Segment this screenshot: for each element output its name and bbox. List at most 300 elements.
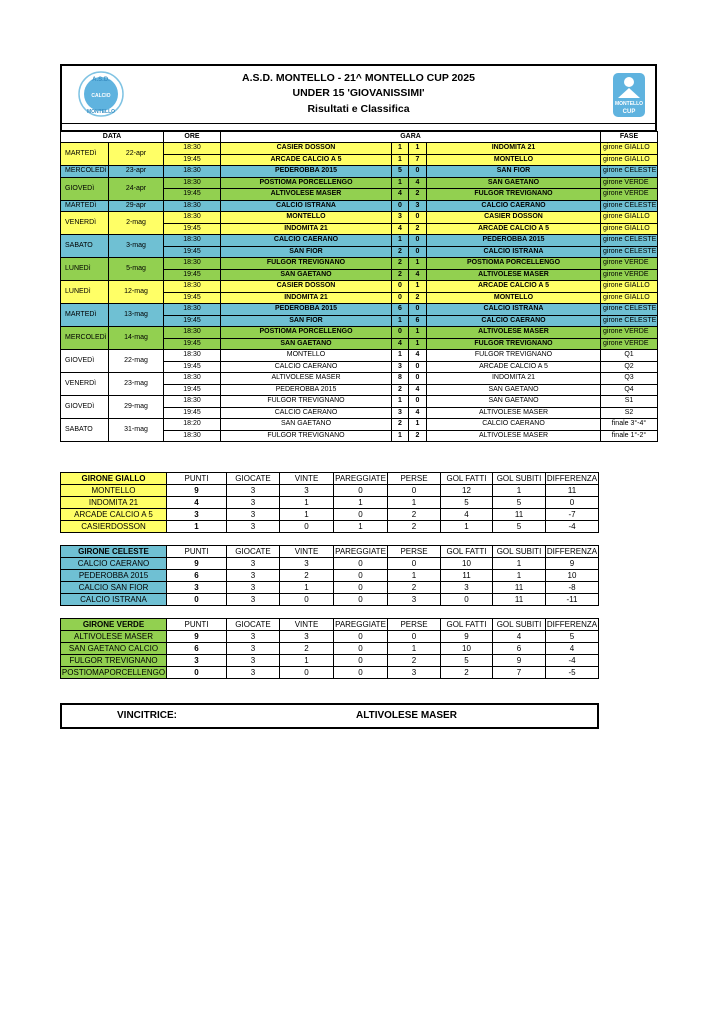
home-score: 8: [392, 373, 409, 385]
match-date: 24-apr: [109, 177, 164, 200]
away-team: CALCIO CAERANO: [427, 200, 601, 212]
home-team: PEDEROBBA 2015: [221, 166, 392, 178]
match-row: [61, 350, 658, 362]
match-time: 18:30: [164, 166, 221, 178]
team-stat: 9: [546, 558, 599, 570]
team-stat: 3: [227, 509, 280, 521]
match-time: 19:45: [164, 223, 221, 235]
team-stat: 1: [280, 582, 334, 594]
match-row: [61, 373, 658, 385]
away-score: 0: [409, 396, 427, 408]
home-team: INDOMITA 21: [221, 223, 392, 235]
match-date: 3-mag: [109, 235, 164, 258]
away-team: INDOMITA 21: [427, 143, 601, 155]
team-points: 3: [167, 655, 227, 667]
match-phase: girone GIALLO: [601, 292, 658, 304]
team-stat: 10: [441, 558, 493, 570]
match-time: 19:45: [164, 246, 221, 258]
team-stat: 2: [388, 582, 441, 594]
match-row: [61, 396, 658, 408]
standings-col-header: DIFFERENZA: [546, 620, 598, 629]
team-stat: 5: [441, 497, 493, 509]
match-phase: girone VERDE: [601, 177, 658, 189]
standings-row: [61, 643, 599, 655]
standings-girone-giallo: [60, 472, 599, 533]
match-time: 18:30: [164, 143, 221, 155]
standings-col-header: VINTE: [280, 473, 334, 485]
team-stat: 11: [493, 594, 546, 606]
match-phase: girone CELESTE: [601, 200, 658, 212]
away-score: 0: [409, 166, 427, 178]
team-stat: 1: [280, 655, 334, 667]
team-name: PEDEROBBA 2015: [61, 570, 167, 582]
winner-box: [60, 703, 599, 729]
logo-left-bottom-text: MONTELLO: [86, 109, 116, 115]
away-score: 2: [409, 292, 427, 304]
team-points: 0: [167, 594, 227, 606]
match-time: 19:45: [164, 384, 221, 396]
home-team: CALCIO ISTRANA: [221, 200, 392, 212]
standings-row: [61, 497, 599, 509]
home-team: CASIER DOSSON: [221, 281, 392, 293]
team-stat: 3: [280, 558, 334, 570]
home-team: SAN GAETANO: [221, 269, 392, 281]
home-score: 4: [392, 223, 409, 235]
team-points: 9: [167, 631, 227, 643]
team-points: 6: [167, 643, 227, 655]
team-stat: 0: [334, 485, 388, 497]
team-stat: 2: [388, 521, 441, 533]
away-score: 1: [409, 143, 427, 155]
team-name: ARCADE CALCIO A 5: [61, 509, 167, 521]
away-team: ALTIVOLESE MASER: [427, 269, 601, 281]
sheet-header: [60, 64, 657, 124]
match-day: VENERDì: [61, 373, 109, 396]
home-team: FULGOR TREVIGNANO: [221, 396, 392, 408]
home-score: 2: [392, 246, 409, 258]
away-team: SAN GAETANO: [427, 177, 601, 189]
team-points: 9: [167, 558, 227, 570]
away-score: 1: [409, 258, 427, 270]
match-date: 23-apr: [109, 166, 164, 178]
match-time: 19:45: [164, 269, 221, 281]
match-time: 18:30: [164, 258, 221, 270]
team-stat: 5: [493, 521, 546, 533]
team-stat: 6: [493, 643, 546, 655]
team-stat: 1: [334, 521, 388, 533]
team-stat: 7: [493, 667, 546, 679]
team-stat: 0: [334, 594, 388, 606]
away-team: SAN GAETANO: [427, 396, 601, 408]
match-time: 18:20: [164, 419, 221, 431]
team-stat: 4: [441, 509, 493, 521]
standings-row: [61, 631, 599, 643]
standings-col-header: PAREGGIATE: [335, 547, 386, 556]
team-name: CASIERDOSSON: [61, 521, 167, 533]
team-name: ALTIVOLESE MASER: [61, 631, 167, 643]
standings-row: [61, 485, 599, 497]
match-row: [61, 143, 658, 155]
team-stat: 11: [546, 485, 599, 497]
team-stat: 0: [334, 631, 388, 643]
montello-cup-logo-icon: [612, 72, 646, 118]
team-stat: -4: [546, 521, 599, 533]
match-row: [61, 177, 658, 189]
standings-col-header: PUNTI: [167, 546, 227, 558]
home-score: 1: [392, 235, 409, 247]
match-date: 2-mag: [109, 212, 164, 235]
team-stat: 2: [388, 509, 441, 521]
home-team: ARCADE CALCIO A 5: [221, 154, 392, 166]
away-team: POSTIOMA PORCELLENGO: [427, 258, 601, 270]
standings-col-header: PUNTI: [167, 473, 227, 485]
match-time: 18:30: [164, 373, 221, 385]
home-score: 2: [392, 269, 409, 281]
match-phase: girone VERDE: [601, 258, 658, 270]
team-points: 3: [167, 509, 227, 521]
home-score: 0: [392, 292, 409, 304]
match-time: 18:30: [164, 177, 221, 189]
team-stat: -11: [546, 594, 599, 606]
team-stat: 0: [334, 570, 388, 582]
standings-col-header: DIFFERENZA: [546, 547, 598, 556]
standings-row: [61, 594, 599, 606]
team-stat: 0: [280, 667, 334, 679]
match-day: MERCOLEDì: [61, 327, 109, 350]
standings-girone-celeste: [60, 545, 599, 606]
standings-col-header: PERSE: [388, 619, 441, 631]
standings-col-header: GOL SUBITI: [493, 473, 546, 485]
standings-row: [61, 509, 599, 521]
team-name: MONTELLO: [61, 485, 167, 497]
match-day: MERCOLEDì: [61, 166, 109, 178]
team-stat: -7: [546, 509, 599, 521]
team-stat: 3: [227, 497, 280, 509]
home-team: POSTIOMA PORCELLENGO: [221, 327, 392, 339]
team-stat: 10: [546, 570, 599, 582]
team-stat: 3: [280, 631, 334, 643]
team-stat: 2: [388, 655, 441, 667]
team-points: 0: [167, 667, 227, 679]
away-score: 0: [409, 361, 427, 373]
match-day: GIOVEDì: [61, 177, 109, 200]
team-stat: 3: [441, 582, 493, 594]
away-score: 1: [409, 419, 427, 431]
away-score: 2: [409, 223, 427, 235]
match-row: [61, 281, 658, 293]
match-phase: girone VERDE: [601, 327, 658, 339]
home-score: 3: [392, 212, 409, 224]
standings-col-header: DIFFERENZA: [546, 474, 598, 483]
team-stat: 0: [334, 558, 388, 570]
standings-col-header: PUNTI: [167, 619, 227, 631]
away-score: 1: [409, 338, 427, 350]
away-score: 4: [409, 350, 427, 362]
group-name: GIRONE CELESTE: [61, 546, 167, 558]
team-stat: 3: [388, 594, 441, 606]
standings-row: [61, 521, 599, 533]
header-separator: [60, 124, 657, 131]
match-time: 18:30: [164, 350, 221, 362]
team-stat: 10: [441, 643, 493, 655]
team-name: CALCIO SAN FIOR: [61, 582, 167, 594]
winner-label: VINCITRICE:: [117, 710, 177, 721]
match-time: 19:45: [164, 407, 221, 419]
away-score: 7: [409, 154, 427, 166]
standings-col-header: VINTE: [280, 546, 334, 558]
team-stat: 1: [388, 643, 441, 655]
team-name: POSTIOMAPORCELLENGO: [61, 668, 166, 677]
match-time: 19:45: [164, 315, 221, 327]
team-stat: 0: [334, 643, 388, 655]
match-phase: girone GIALLO: [601, 281, 658, 293]
team-stat: 4: [493, 631, 546, 643]
match-phase: girone CELESTE: [601, 304, 658, 316]
standings-col-header: PAREGGIATE: [335, 620, 386, 629]
team-stat: 11: [441, 570, 493, 582]
standings-row: [61, 570, 599, 582]
match-date: 14-mag: [109, 327, 164, 350]
home-score: 2: [392, 384, 409, 396]
home-score: 4: [392, 189, 409, 201]
home-score: 1: [392, 143, 409, 155]
standings-header: [61, 546, 599, 558]
team-stat: 0: [334, 582, 388, 594]
team-stat: 0: [280, 521, 334, 533]
match-day: MARTEDì: [61, 200, 109, 212]
team-points: 4: [167, 497, 227, 509]
match-time: 18:30: [164, 212, 221, 224]
group-name: GIRONE GIALLO: [61, 473, 167, 485]
team-name: CALCIO ISTRANA: [61, 594, 167, 606]
team-stat: 4: [546, 643, 599, 655]
home-score: 1: [392, 177, 409, 189]
team-stat: 11: [493, 582, 546, 594]
match-day: MARTEDì: [61, 143, 109, 166]
match-date: 29-mag: [109, 396, 164, 419]
team-stat: 5: [546, 631, 599, 643]
match-phase: Q1: [601, 350, 658, 362]
home-score: 2: [392, 419, 409, 431]
logo-left-top-text: A.S.D.: [92, 77, 110, 83]
match-phase: girone VERDE: [601, 189, 658, 201]
away-score: 2: [409, 430, 427, 442]
results-sheet: [60, 64, 657, 442]
home-team: SAN GAETANO: [221, 419, 392, 431]
match-phase: girone CELESTE: [601, 235, 658, 247]
match-phase: Q3: [601, 373, 658, 385]
team-name: SAN GAETANO CALCIO: [61, 643, 167, 655]
match-day: LUNEDì: [61, 281, 109, 304]
standings-col-header: PERSE: [388, 473, 441, 485]
team-stat: 5: [493, 497, 546, 509]
match-phase: girone VERDE: [601, 338, 658, 350]
title-line-1: A.S.D. MONTELLO - 21^ MONTELLO CUP 2025: [242, 72, 475, 84]
home-score: 6: [392, 304, 409, 316]
standings-row: [61, 558, 599, 570]
standings-col-header: GIOCATE: [227, 473, 280, 485]
away-team: MONTELLO: [427, 154, 601, 166]
team-stat: 0: [388, 485, 441, 497]
match-phase: girone GIALLO: [601, 223, 658, 235]
match-row: [61, 212, 658, 224]
match-row: [61, 200, 658, 212]
match-row: [61, 258, 658, 270]
away-team: INDOMITA 21: [427, 373, 601, 385]
team-stat: 3: [227, 582, 280, 594]
match-day: LUNEDì: [61, 258, 109, 281]
team-stat: 3: [227, 643, 280, 655]
team-points: 3: [167, 582, 227, 594]
team-stat: 3: [227, 570, 280, 582]
standings-header: [61, 619, 599, 631]
match-date: 22-mag: [109, 350, 164, 373]
standings-col-header: PAREGGIATE: [335, 474, 386, 483]
team-stat: 0: [334, 667, 388, 679]
away-team: FULGOR TREVIGNANO: [427, 350, 601, 362]
match-date: 23-mag: [109, 373, 164, 396]
group-name: GIRONE VERDE: [61, 619, 167, 631]
match-table: [60, 131, 658, 442]
match-phase: S2: [601, 407, 658, 419]
home-score: 0: [392, 281, 409, 293]
match-day: VENERDì: [61, 212, 109, 235]
standings-col-header: GIOCATE: [227, 546, 280, 558]
team-stat: 3: [227, 485, 280, 497]
team-stat: 3: [280, 485, 334, 497]
match-time: 19:45: [164, 292, 221, 304]
match-day: SABATO: [61, 235, 109, 258]
away-score: 1: [409, 327, 427, 339]
team-stat: 1: [493, 485, 546, 497]
match-phase: girone VERDE: [601, 269, 658, 281]
away-team: ALTIVOLESE MASER: [427, 430, 601, 442]
team-stat: 11: [493, 509, 546, 521]
team-name: CALCIO CAERANO: [61, 558, 167, 570]
standings-col-header: GIOCATE: [227, 619, 280, 631]
col-gara: GARA: [221, 132, 601, 143]
match-time: 18:30: [164, 235, 221, 247]
away-score: 2: [409, 189, 427, 201]
match-date: 5-mag: [109, 258, 164, 281]
match-row: [61, 419, 658, 431]
match-day: MARTEDì: [61, 304, 109, 327]
team-stat: 3: [227, 631, 280, 643]
home-team: FULGOR TREVIGNANO: [221, 430, 392, 442]
winner-team: ALTIVOLESE MASER: [356, 710, 457, 721]
title-line-3: Risultati e Classifica: [307, 103, 410, 115]
home-team: CASIER DOSSON: [221, 143, 392, 155]
team-stat: 1: [388, 570, 441, 582]
home-score: 3: [392, 361, 409, 373]
away-team: CALCIO CAERANO: [427, 419, 601, 431]
team-stat: 1: [334, 497, 388, 509]
match-time: 18:30: [164, 327, 221, 339]
home-team: CALCIO CAERANO: [221, 235, 392, 247]
away-score: 0: [409, 373, 427, 385]
home-team: MONTELLO: [221, 212, 392, 224]
match-time: 18:30: [164, 304, 221, 316]
team-stat: 0: [388, 558, 441, 570]
standings-col-header: VINTE: [280, 619, 334, 631]
logo-right-bottom-text: CUP: [622, 109, 636, 115]
away-team: MONTELLO: [427, 292, 601, 304]
away-team: CALCIO CAERANO: [427, 315, 601, 327]
away-team: CALCIO ISTRANA: [427, 304, 601, 316]
home-team: PEDEROBBA 2015: [221, 384, 392, 396]
col-ore: ORE: [164, 132, 221, 143]
match-phase: girone GIALLO: [601, 212, 658, 224]
away-score: 3: [409, 200, 427, 212]
home-score: 0: [392, 327, 409, 339]
away-score: 1: [409, 281, 427, 293]
standings-col-header: GOL SUBITI: [493, 619, 546, 631]
match-phase: Q4: [601, 384, 658, 396]
team-stat: 1: [280, 509, 334, 521]
standings-col-header: PERSE: [388, 546, 441, 558]
away-team: FULGOR TREVIGNANO: [427, 338, 601, 350]
match-time: 19:45: [164, 338, 221, 350]
home-score: 0: [392, 200, 409, 212]
match-phase: girone GIALLO: [601, 154, 658, 166]
team-stat: 3: [227, 667, 280, 679]
team-stat: 5: [441, 655, 493, 667]
away-team: SAN GAETANO: [427, 384, 601, 396]
team-stat: -5: [546, 667, 599, 679]
team-stat: 1: [493, 558, 546, 570]
match-table-header: [61, 132, 658, 143]
home-score: 1: [392, 154, 409, 166]
standings-row: [61, 667, 599, 679]
home-team: INDOMITA 21: [221, 292, 392, 304]
match-date: 12-mag: [109, 281, 164, 304]
home-score: 1: [392, 396, 409, 408]
away-team: ARCADE CALCIO A 5: [427, 281, 601, 293]
away-team: ALTIVOLESE MASER: [427, 327, 601, 339]
match-day: GIOVEDì: [61, 350, 109, 373]
match-time: 18:30: [164, 200, 221, 212]
home-score: 3: [392, 407, 409, 419]
match-phase: S1: [601, 396, 658, 408]
match-time: 19:45: [164, 189, 221, 201]
home-team: SAN FIOR: [221, 315, 392, 327]
match-time: 18:30: [164, 396, 221, 408]
match-phase: finale 3°-4°: [601, 419, 658, 431]
home-score: 4: [392, 338, 409, 350]
match-phase: girone CELESTE: [601, 166, 658, 178]
home-score: 5: [392, 166, 409, 178]
home-score: 1: [392, 430, 409, 442]
match-time: 19:45: [164, 361, 221, 373]
away-score: 0: [409, 235, 427, 247]
match-day: GIOVEDì: [61, 396, 109, 419]
team-stat: 3: [227, 655, 280, 667]
team-stat: 2: [280, 570, 334, 582]
team-stat: 0: [388, 631, 441, 643]
standings-col-header: GOL FATTI: [441, 473, 493, 485]
away-score: 0: [409, 304, 427, 316]
title-line-2: UNDER 15 'GIOVANISSIMI': [292, 87, 425, 99]
standings-col-header: GOL FATTI: [441, 546, 493, 558]
match-day: SABATO: [61, 419, 109, 442]
match-time: 18:30: [164, 430, 221, 442]
home-team: POSTIOMA PORCELLENGO: [221, 177, 392, 189]
match-row: [61, 327, 658, 339]
away-score: 4: [409, 407, 427, 419]
home-team: SAN FIOR: [221, 246, 392, 258]
team-stat: 0: [546, 497, 599, 509]
standings-girone-verde: [60, 618, 599, 679]
